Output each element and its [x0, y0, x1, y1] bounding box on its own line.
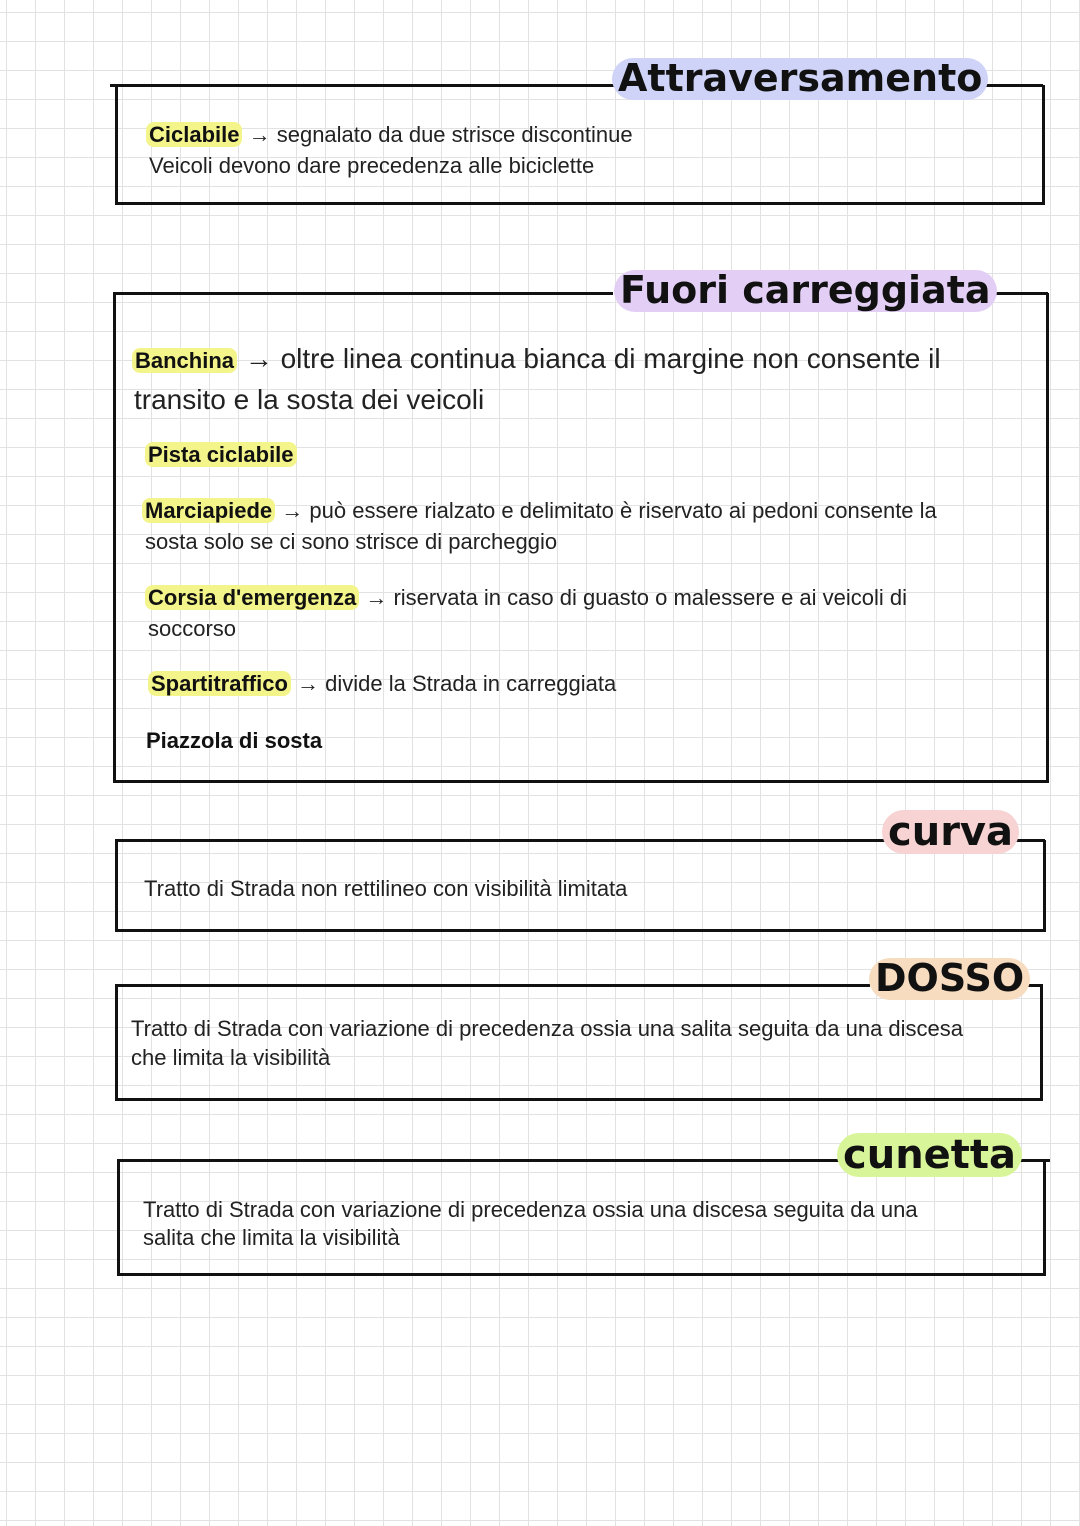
section-title: cunetta	[837, 1133, 1022, 1177]
definition: Tratto di Strada con variazione di precedenza ossia una discesa seguita da una	[143, 1197, 918, 1222]
definition: transito e la sosta dei veicoli	[134, 384, 485, 415]
term: Banchina	[132, 348, 237, 373]
definition: → segnalato da due strisce discontinue	[248, 122, 633, 147]
term: Piazzola di sosta	[146, 728, 323, 753]
definition: sosta solo se ci sono strisce di parcheggio	[145, 529, 558, 554]
definition: Tratto di Strada con variazione di precedenza ossia una salita seguita da una discesa	[131, 1016, 964, 1041]
term: Ciclabile	[146, 122, 242, 147]
term: Corsia d'emergenza	[145, 585, 359, 610]
term: Spartitraffico	[148, 671, 291, 696]
definition: salita che limita la visibilità	[143, 1225, 400, 1250]
definition: che limita la visibilità	[131, 1045, 331, 1070]
definition: → oltre linea continua bianca di margine non consente il	[244, 343, 941, 374]
definition: → può essere rialzato e delimitato è riservato ai pedoni consente la	[281, 498, 937, 523]
definition: → riservata in caso di guasto o malessere e ai veicoli di	[365, 585, 908, 610]
definition: → divide la Strada in carreggiata	[297, 671, 617, 696]
definition: Veicoli devono dare precedenza alle biciclette	[149, 153, 595, 178]
section-title: Attraversamento	[612, 58, 988, 100]
section-title: Fuori carreggiata	[614, 270, 997, 312]
definition: soccorso	[148, 616, 237, 641]
term: Marciapiede	[142, 498, 275, 523]
term: Pista ciclabile	[145, 442, 297, 467]
section-title: curva	[882, 810, 1019, 854]
definition: Tratto di Strada non rettilineo con visibilità limitata	[144, 876, 628, 901]
section-title: DOSSO	[869, 958, 1030, 1000]
